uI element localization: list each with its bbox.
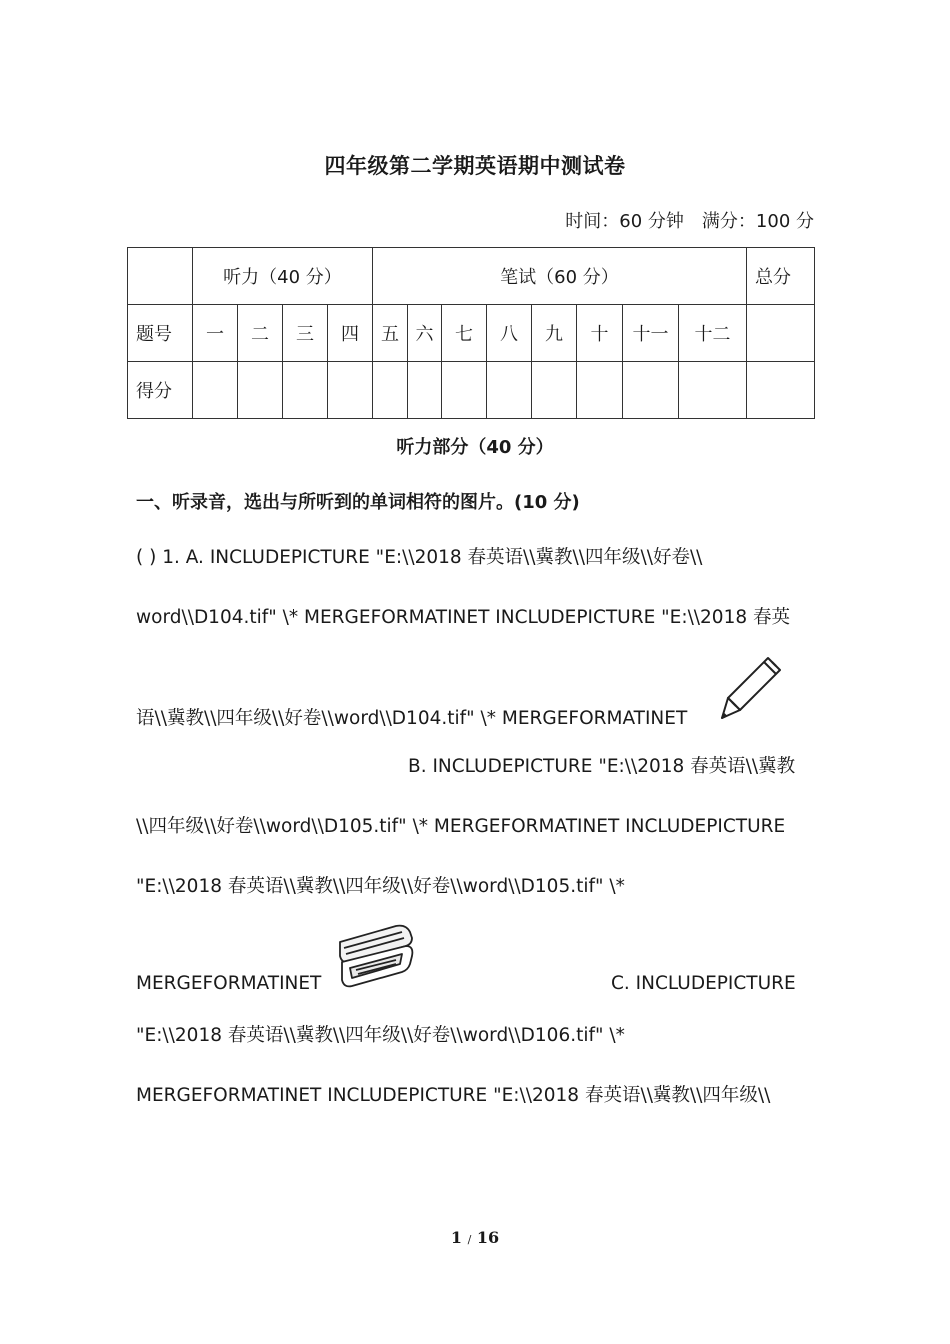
question-number: 十 [577,305,623,362]
question-line: MERGEFORMATINET [136,973,322,994]
score-cell[interactable] [373,362,408,419]
score-cell[interactable] [679,362,747,419]
score-cell[interactable] [408,362,442,419]
score-cell[interactable] [328,362,373,419]
section-title: 听力部分（40 分） [396,437,554,458]
question-line: \\四年级\\好卷\\word\\D105.tif" \* MERGEFORMATINET INCLUDEPICTURE [136,816,786,837]
question-number: 七 [442,305,487,362]
table-header-row [128,248,815,305]
score-cell[interactable] [193,362,238,419]
writing-header: 笔试（60 分） [373,248,747,305]
page-number [0,1228,950,1247]
time-info [565,207,814,233]
time-limit: 时间：60 分钟 [565,211,684,232]
question-line: B. INCLUDEPICTURE "E:\\2018 春英语\\冀教 [408,756,796,777]
question-number: 十一 [623,305,679,362]
score-cell[interactable] [283,362,328,419]
question-line: "E:\\2018 春英语\\冀教\\四年级\\好卷\\word\\D105.tif" \* [136,876,625,897]
total-header: 总分 [747,248,815,305]
question-line: ( ) 1. A. INCLUDEPICTURE "E:\\2018 春英语\\冀教\\四年级\\好卷\\ [136,547,703,568]
page-current: 1 [450,1228,462,1247]
score-cell[interactable] [623,362,679,419]
question-line: C. INCLUDEPICTURE [611,973,796,994]
question-number: 六 [408,305,442,362]
score-table [127,247,815,419]
question-number: 五 [373,305,408,362]
full-score: 满分：100 分 [701,211,814,232]
listening-header: 听力（40 分） [193,248,373,305]
table-corner-cell [128,248,193,305]
question-number: 四 [328,305,373,362]
total-cell [747,305,815,362]
question-line: word\\D104.tif" \* MERGEFORMATINET INCLUDEPICTURE "E:\\2018 春英 [136,607,790,628]
score-cell[interactable] [487,362,532,419]
score-cell[interactable] [577,362,623,419]
page-separator: / [467,1233,472,1246]
question-number: 八 [487,305,532,362]
score-cell[interactable] [442,362,487,419]
question-line: MERGEFORMATINET INCLUDEPICTURE "E:\\2018 春英语\\冀教\\四年级\\ [136,1085,771,1106]
question-number: 三 [283,305,328,362]
page-total: 16 [476,1228,500,1247]
total-score-cell[interactable] [747,362,815,419]
score-cell[interactable] [532,362,577,419]
score-cell[interactable] [238,362,283,419]
question-number-row [128,305,815,362]
question-number: 十二 [679,305,747,362]
question-number: 一 [193,305,238,362]
question-title: 一、听录音，选出与所听到的单词相符的图片。(10 分) [136,492,580,513]
page-title: 四年级第二学期英语期中测试卷 [324,154,626,178]
pencil-case-icon [336,922,416,994]
question-line: "E:\\2018 春英语\\冀教\\四年级\\好卷\\word\\D106.tif" \* [136,1025,625,1046]
question-line: 语\\冀教\\四年级\\好卷\\word\\D104.tif" \* MERGEFORMATINET [136,708,688,729]
question-number: 二 [238,305,283,362]
score-row [128,362,815,419]
pencil-icon [718,654,784,724]
question-number: 九 [532,305,577,362]
question-number-label: 题号 [128,305,193,362]
score-label: 得分 [128,362,193,419]
